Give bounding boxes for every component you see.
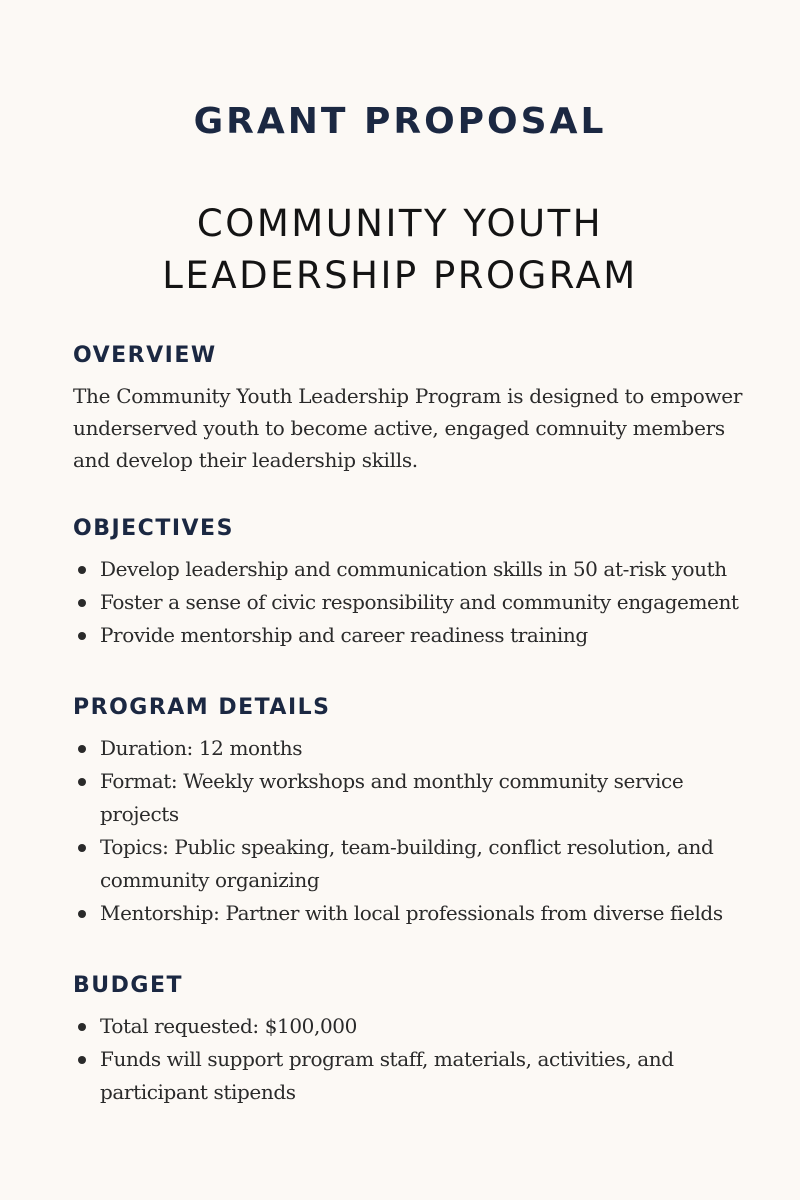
budget-list bbox=[73, 1010, 763, 1109]
document-title-line-2: LEADERSHIP PROGRAM bbox=[162, 254, 638, 297]
overview-text: The Community Youth Leadership Program is designed to empower underserved youth to become active, engaged comnuity members and develop their leadership skills. bbox=[73, 384, 743, 472]
program-details-list bbox=[73, 732, 763, 930]
document-title-line-1: COMMUNITY YOUTH bbox=[196, 202, 604, 245]
list-item bbox=[73, 897, 763, 930]
list-item-text: Total requested: $100,000 bbox=[100, 1014, 357, 1038]
list-item-text: Duration: 12 months bbox=[100, 736, 303, 760]
overview-section bbox=[73, 342, 763, 476]
list-item bbox=[73, 586, 763, 619]
objectives-heading: OBJECTIVES bbox=[73, 516, 234, 541]
list-item-text: Provide mentorship and career readiness training bbox=[100, 623, 588, 647]
bullet-icon bbox=[78, 599, 86, 607]
document-title bbox=[0, 198, 800, 302]
bullet-icon bbox=[78, 1023, 86, 1031]
program-details-heading: PROGRAM DETAILS bbox=[73, 695, 331, 720]
document-label: GRANT PROPOSAL bbox=[193, 101, 607, 142]
list-item bbox=[73, 619, 763, 652]
budget-heading: BUDGET bbox=[73, 973, 183, 998]
bullet-icon bbox=[78, 910, 86, 918]
bullet-icon bbox=[78, 632, 86, 640]
program-details-section bbox=[73, 694, 763, 930]
list-item-text: Topics: Public speaking, team-building, conflict resolution, and community organizing bbox=[100, 835, 714, 892]
list-item bbox=[73, 1043, 763, 1109]
bullet-icon bbox=[78, 778, 86, 786]
objectives-section bbox=[73, 515, 763, 652]
bullet-icon bbox=[78, 566, 86, 574]
objectives-list bbox=[73, 553, 763, 652]
list-item-text: Foster a sense of civic responsibility and community engagement bbox=[100, 590, 739, 614]
list-item-text: Funds will support program staff, materials, activities, and participant stipends bbox=[100, 1047, 674, 1104]
list-item-text: Mentorship: Partner with local professionals from diverse fields bbox=[100, 901, 723, 925]
list-item-text: Develop leadership and communication skills in 50 at-risk youth bbox=[100, 557, 727, 581]
budget-section bbox=[73, 972, 763, 1109]
list-item-text: Format: Weekly workshops and monthly community service projects bbox=[100, 769, 684, 826]
list-item bbox=[73, 831, 763, 897]
bullet-icon bbox=[78, 745, 86, 753]
list-item bbox=[73, 765, 763, 831]
list-item bbox=[73, 1010, 763, 1043]
list-item bbox=[73, 553, 763, 586]
list-item bbox=[73, 732, 763, 765]
bullet-icon bbox=[78, 844, 86, 852]
overview-heading: OVERVIEW bbox=[73, 343, 217, 368]
bullet-icon bbox=[78, 1056, 86, 1064]
